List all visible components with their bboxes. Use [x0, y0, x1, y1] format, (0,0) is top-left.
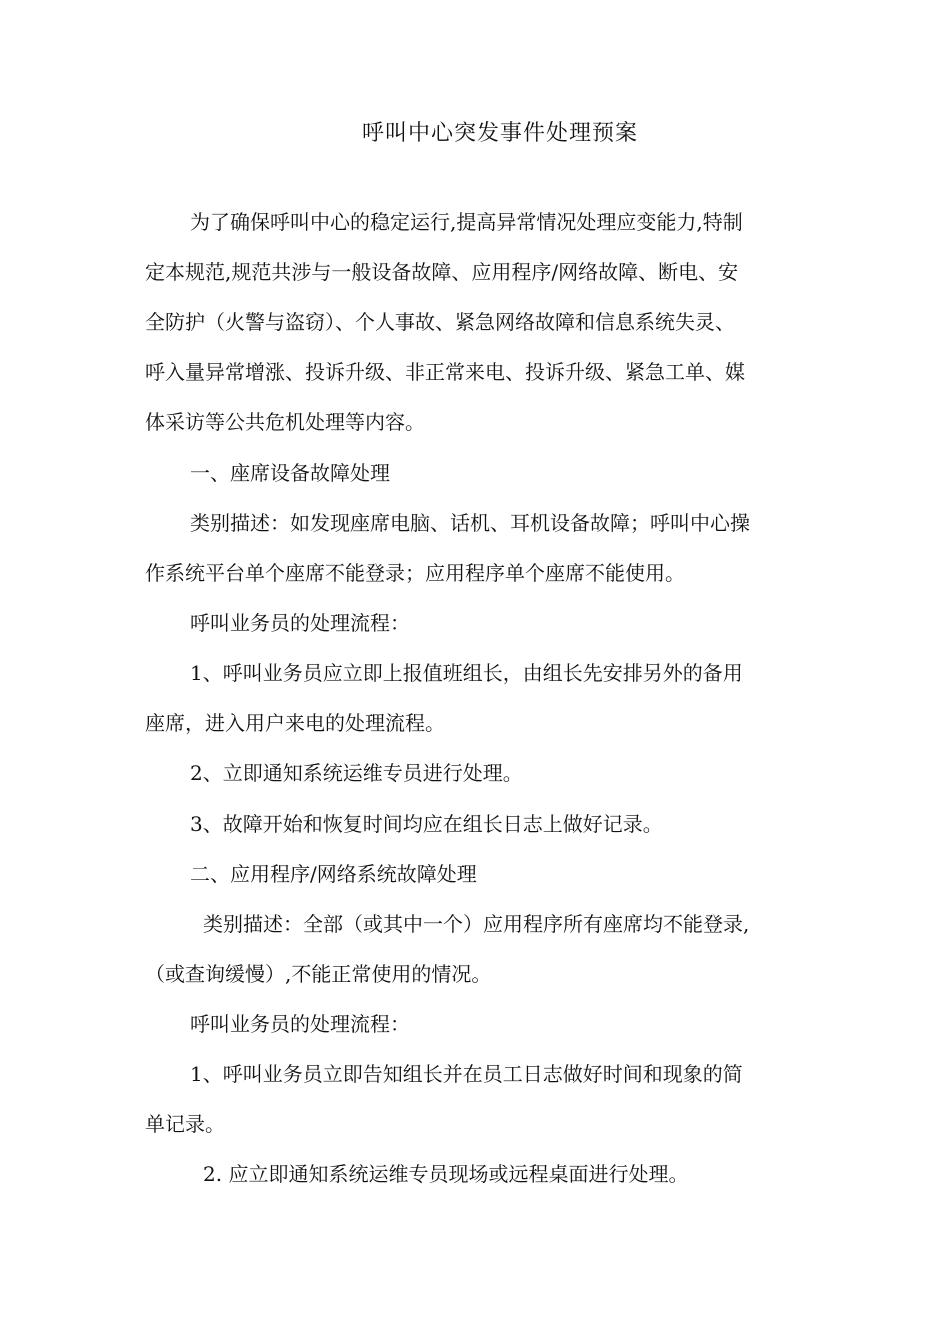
list-item: 1、呼叫业务员立即告知组长并在员工日志做好时间和现象的简	[190, 1062, 743, 1086]
paragraph-line: 全防护（火警与盗窃）、个人事故、紧急网络故障和信息系统失灵、	[145, 310, 735, 334]
section-heading: 一、座席设备故障处理	[190, 461, 390, 485]
paragraph-line: 定本规范,规范共涉与一般设备故障、应用程序/网络故障、断电、安	[145, 260, 739, 284]
list-item-continuation: 单记录。	[145, 1112, 225, 1136]
list-item: 2、立即通知系统运维专员进行处理。	[190, 761, 523, 785]
paragraph-line: 作系统平台单个座席不能登录；应用程序单个座席不能使用。	[145, 561, 685, 585]
section-heading: 二、应用程序/网络系统故障处理	[190, 862, 477, 886]
list-item: 1、呼叫业务员应立即上报值班组长，由组长先安排另外的备用	[190, 661, 743, 685]
document-title: 呼叫中心突发事件处理预案	[361, 121, 638, 146]
subheading: 呼叫业务员的处理流程：	[190, 611, 410, 635]
paragraph-line: 为了确保呼叫中心的稳定运行,提高异常情况处理应变能力,特制	[190, 210, 743, 234]
list-item: 3、故障开始和恢复时间均应在组长日志上做好记录。	[190, 812, 663, 836]
paragraph-line: 体采访等公共危机处理等内容。	[145, 410, 425, 434]
paragraph-line: （或查询缓慢）,不能正常使用的情况。	[145, 962, 492, 986]
paragraph-line: 呼入量异常增涨、投诉升级、非正常来电、投诉升级、紧急工单、媒	[145, 360, 745, 384]
subheading: 呼叫业务员的处理流程：	[190, 1012, 410, 1036]
paragraph-line: 类别描述：如发现座席电脑、话机、耳机设备故障；呼叫中心操	[190, 511, 750, 535]
list-item: 2. 应立即通知系统运维专员现场或远程桌面进行处理。	[203, 1162, 689, 1186]
list-item-continuation: 座席，进入用户来电的处理流程。	[145, 711, 445, 735]
paragraph-line: 类别描述：全部（或其中一个）应用程序所有座席均不能登录,	[203, 912, 750, 936]
